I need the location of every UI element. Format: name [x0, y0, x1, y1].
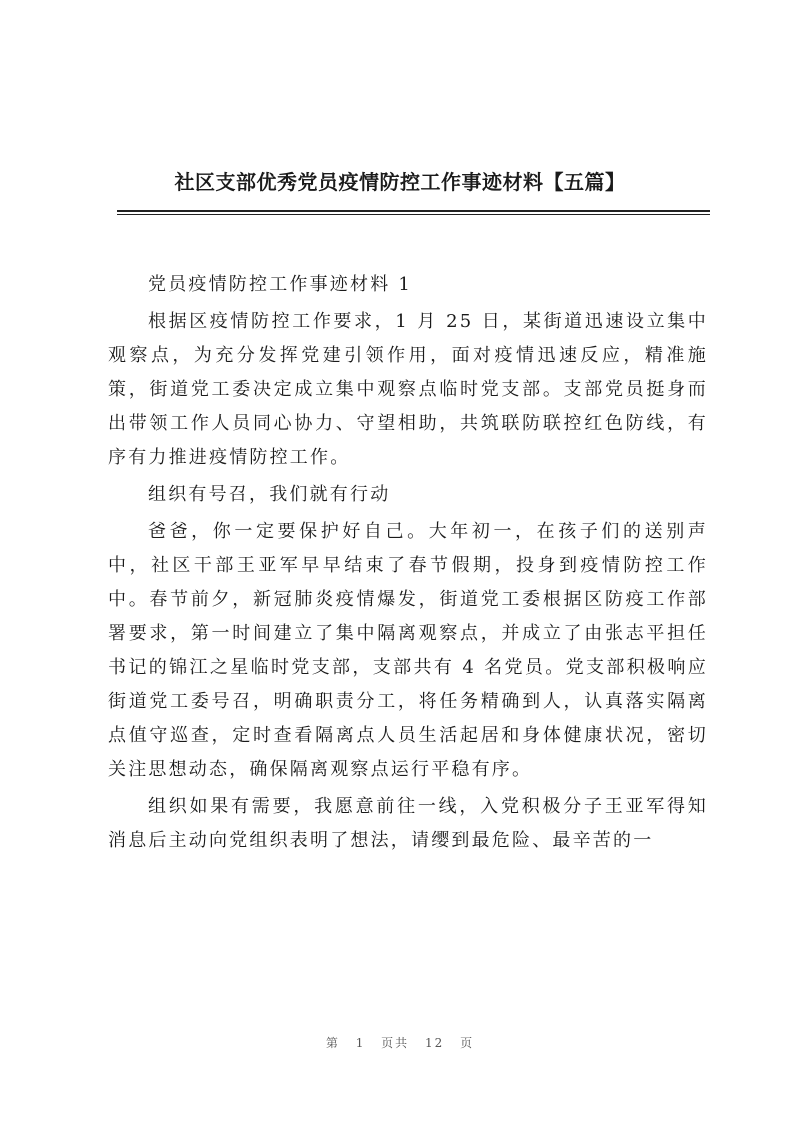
current-page-number: 1 — [355, 1036, 366, 1050]
page-footer — [0, 1034, 800, 1051]
document-title: 社区支部优秀党员疫情防控工作事迹材料【五篇】 — [174, 170, 626, 194]
page-middle: 页共 — [381, 1036, 410, 1050]
paragraph: 组织如果有需要，我愿意前往一线，入党积极分子王亚军得知消息后主动向党组织表明了想法，请缨到最危险、最辛苦的一 — [108, 796, 708, 851]
page-prefix: 第 — [325, 1036, 340, 1050]
page-suffix: 页 — [460, 1036, 475, 1050]
total-pages-number: 12 — [425, 1036, 445, 1050]
title-divider-thin — [117, 214, 710, 215]
title-divider-thick — [117, 210, 710, 212]
subheading: 组织有号召，我们就有行动 — [148, 484, 391, 505]
document-body — [108, 268, 708, 858]
paragraph: 根据区疫情防控工作要求，1 月 25 日，某街道迅速设立集中观察点，为充分发挥党建引领作用，面对疫情迅速反应，精准施策，街道党工委决定成立集中观察点临时党支部。支部党员挺身而出带领工作人员同心协力、守望相助，共筑联防联控红色防线，有序有力推进疫情防控工作。 — [108, 311, 708, 468]
paragraph: 爸爸，你一定要保护好自己。大年初一，在孩子们的送别声中，社区干部王亚军早早结束了春节假期，投身到疫情防控工作中。春节前夕，新冠肺炎疫情爆发，街道党工委根据区防疫工作部署要求，第一时间建立了集中隔离观察点，并成立了由张志平担任书记的锦江之星临时党支部，支部共有 4 名党员。党支部积极响应街道党工委号召，明确职责分工，将任务精确到人，认真落实隔离点值守巡查，定时查看隔离点人员生活起居和身体健康状况，密切关注思想动态，确保隔离观察点运行平稳有序。 — [108, 521, 708, 780]
section-heading: 党员疫情防控工作事迹材料 1 — [148, 274, 412, 295]
